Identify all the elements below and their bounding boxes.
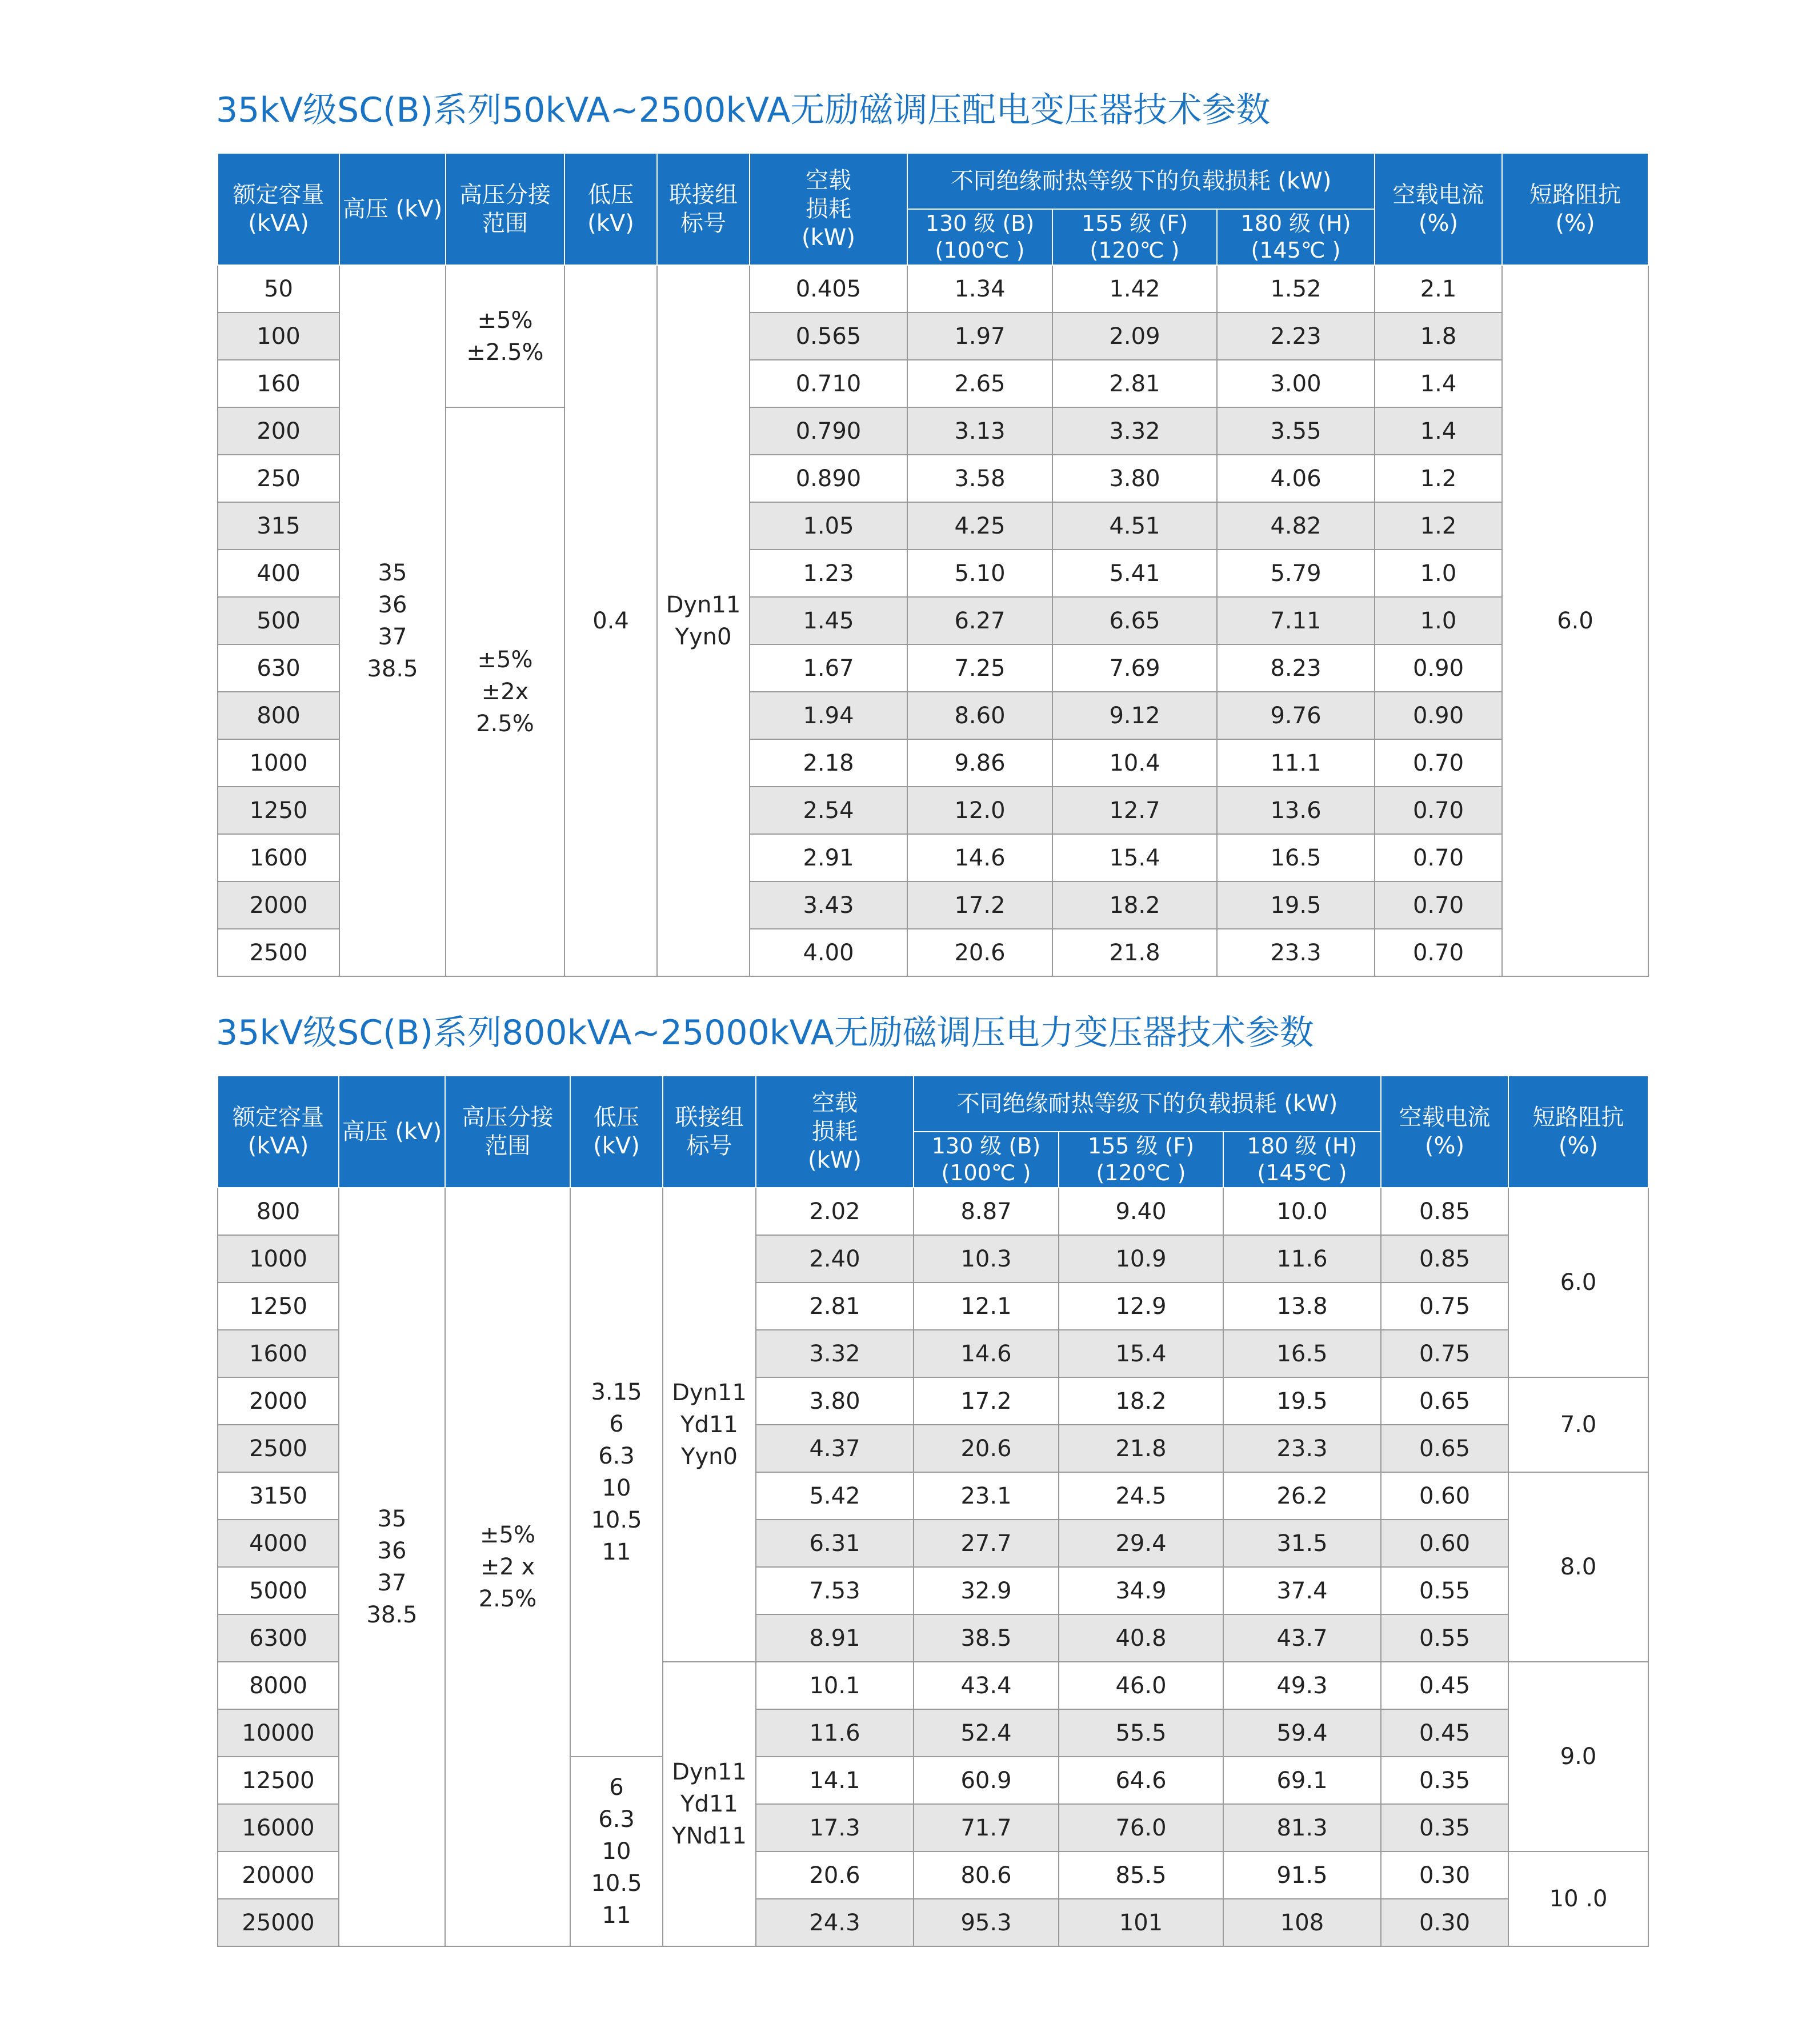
- tap-range-cell: ±5% ±2x 2.5%: [446, 407, 564, 976]
- no-load-loss-cell: 3.80: [756, 1377, 914, 1425]
- no-load-loss-cell: 4.00: [750, 929, 907, 976]
- header-class-h: 180 级 (H) (145℃ ): [1223, 1132, 1381, 1188]
- load-loss-b-cell: 52.4: [914, 1709, 1059, 1757]
- no-load-loss-cell: 24.3: [756, 1899, 914, 1946]
- load-loss-b-cell: 10.3: [914, 1235, 1059, 1282]
- load-loss-f-cell: 9.12: [1052, 692, 1217, 739]
- low-voltage-cell: 3.15 6 6.3 10 10.5 11: [570, 1188, 663, 1757]
- load-loss-f-cell: 40.8: [1059, 1614, 1223, 1662]
- load-loss-b-cell: 32.9: [914, 1567, 1059, 1614]
- transformer-spec-table-2: [217, 1075, 1649, 1947]
- no-load-loss-cell: 2.54: [750, 787, 907, 834]
- impedance-cell: 10 .0: [1508, 1851, 1648, 1946]
- load-loss-f-cell: 46.0: [1059, 1662, 1223, 1709]
- load-loss-b-cell: 43.4: [914, 1662, 1059, 1709]
- load-loss-b-cell: 71.7: [914, 1804, 1059, 1851]
- no-load-current-cell: 0.35: [1381, 1804, 1508, 1851]
- header-tap-range: 高压分接 范围: [446, 153, 564, 265]
- load-loss-h-cell: 13.6: [1217, 787, 1375, 834]
- low-voltage-cell: 0.4: [564, 265, 657, 976]
- load-loss-b-cell: 17.2: [907, 881, 1052, 929]
- capacity-cell: 2500: [218, 929, 339, 976]
- no-load-loss-cell: 1.94: [750, 692, 907, 739]
- load-loss-b-cell: 14.6: [907, 834, 1052, 881]
- load-loss-h-cell: 26.2: [1223, 1472, 1381, 1520]
- load-loss-b-cell: 14.6: [914, 1330, 1059, 1377]
- no-load-current-cell: 0.30: [1381, 1899, 1508, 1946]
- load-loss-h-cell: 11.6: [1223, 1235, 1381, 1282]
- load-loss-h-cell: 23.3: [1217, 929, 1375, 976]
- load-loss-h-cell: 4.82: [1217, 502, 1375, 550]
- header-row: [218, 1076, 1648, 1132]
- transformer-spec-table-1: [217, 153, 1649, 977]
- load-loss-b-cell: 27.7: [914, 1520, 1059, 1567]
- capacity-cell: 4000: [218, 1520, 339, 1567]
- capacity-cell: 200: [218, 407, 339, 455]
- load-loss-h-cell: 91.5: [1223, 1851, 1381, 1899]
- load-loss-f-cell: 10.9: [1059, 1235, 1223, 1282]
- no-load-current-cell: 0.60: [1381, 1520, 1508, 1567]
- no-load-current-cell: 0.75: [1381, 1330, 1508, 1377]
- no-load-current-cell: 0.70: [1375, 929, 1502, 976]
- no-load-current-cell: 1.8: [1375, 312, 1502, 360]
- no-load-current-cell: 0.85: [1381, 1235, 1508, 1282]
- load-loss-h-cell: 49.3: [1223, 1662, 1381, 1709]
- no-load-current-cell: 0.70: [1375, 787, 1502, 834]
- no-load-current-cell: 0.55: [1381, 1614, 1508, 1662]
- header-vector-group: 联接组 标号: [663, 1076, 756, 1188]
- table2-title: 35kV级SC(B)系列800kVA~25000kVA无励磁调压电力变压器技术参数: [216, 1013, 1314, 1053]
- low-voltage-cell: 6 6.3 10 10.5 11: [570, 1757, 663, 1946]
- header-low-voltage: 低压 (kV): [564, 153, 657, 265]
- header-high-voltage: 高压 (kV): [339, 153, 446, 265]
- capacity-cell: 2000: [218, 1377, 339, 1425]
- capacity-cell: 2500: [218, 1425, 339, 1472]
- no-load-current-cell: 1.4: [1375, 407, 1502, 455]
- load-loss-f-cell: 15.4: [1052, 834, 1217, 881]
- load-loss-b-cell: 23.1: [914, 1472, 1059, 1520]
- no-load-loss-cell: 6.31: [756, 1520, 914, 1567]
- load-loss-h-cell: 19.5: [1223, 1377, 1381, 1425]
- no-load-loss-cell: 2.18: [750, 739, 907, 787]
- load-loss-f-cell: 3.80: [1052, 455, 1217, 502]
- load-loss-b-cell: 6.27: [907, 597, 1052, 644]
- no-load-current-cell: 1.2: [1375, 502, 1502, 550]
- no-load-loss-cell: 0.565: [750, 312, 907, 360]
- load-loss-f-cell: 18.2: [1059, 1377, 1223, 1425]
- no-load-current-cell: 0.70: [1375, 881, 1502, 929]
- header-impedance: 短路阻抗 (%): [1508, 1076, 1648, 1188]
- capacity-cell: 1000: [218, 1235, 339, 1282]
- header-low-voltage: 低压 (kV): [570, 1076, 663, 1188]
- header-tap-range: 高压分接 范围: [445, 1076, 570, 1188]
- capacity-cell: 1250: [218, 1282, 339, 1330]
- capacity-cell: 10000: [218, 1709, 339, 1757]
- load-loss-b-cell: 3.58: [907, 455, 1052, 502]
- no-load-loss-cell: 20.6: [756, 1851, 914, 1899]
- no-load-loss-cell: 1.67: [750, 644, 907, 692]
- no-load-current-cell: 0.65: [1381, 1425, 1508, 1472]
- impedance-cell: 9.0: [1508, 1662, 1648, 1851]
- impedance-cell: 8.0: [1508, 1472, 1648, 1662]
- load-loss-h-cell: 5.79: [1217, 550, 1375, 597]
- tap-range-cell: ±5% ±2 x 2.5%: [445, 1188, 570, 1946]
- load-loss-h-cell: 37.4: [1223, 1567, 1381, 1614]
- header-no-load-current: 空载电流 (%): [1381, 1076, 1508, 1188]
- impedance-cell: 6.0: [1502, 265, 1648, 976]
- table-row: [218, 265, 1648, 312]
- load-loss-f-cell: 85.5: [1059, 1851, 1223, 1899]
- load-loss-b-cell: 1.34: [907, 265, 1052, 312]
- no-load-current-cell: 1.0: [1375, 597, 1502, 644]
- load-loss-h-cell: 59.4: [1223, 1709, 1381, 1757]
- load-loss-f-cell: 64.6: [1059, 1757, 1223, 1804]
- capacity-cell: 1600: [218, 834, 339, 881]
- no-load-loss-cell: 4.37: [756, 1425, 914, 1472]
- high-voltage-cell: 35 36 37 38.5: [339, 1188, 445, 1946]
- load-loss-h-cell: 2.23: [1217, 312, 1375, 360]
- load-loss-h-cell: 4.06: [1217, 455, 1375, 502]
- load-loss-f-cell: 101: [1059, 1899, 1223, 1946]
- header-capacity: 额定容量 (kVA): [218, 1076, 339, 1188]
- capacity-cell: 160: [218, 360, 339, 407]
- load-loss-f-cell: 7.69: [1052, 644, 1217, 692]
- no-load-loss-cell: 17.3: [756, 1804, 914, 1851]
- no-load-current-cell: 0.45: [1381, 1709, 1508, 1757]
- no-load-loss-cell: 10.1: [756, 1662, 914, 1709]
- capacity-cell: 800: [218, 692, 339, 739]
- capacity-cell: 3150: [218, 1472, 339, 1520]
- load-loss-f-cell: 12.7: [1052, 787, 1217, 834]
- capacity-cell: 1000: [218, 739, 339, 787]
- table1-title: 35kV级SC(B)系列50kVA~2500kVA无励磁调压配电变压器技术参数: [216, 90, 1271, 130]
- capacity-cell: 50: [218, 265, 339, 312]
- load-loss-b-cell: 4.25: [907, 502, 1052, 550]
- capacity-cell: 2000: [218, 881, 339, 929]
- load-loss-b-cell: 3.13: [907, 407, 1052, 455]
- no-load-current-cell: 1.2: [1375, 455, 1502, 502]
- load-loss-b-cell: 7.25: [907, 644, 1052, 692]
- no-load-current-cell: 0.65: [1381, 1377, 1508, 1425]
- capacity-cell: 800: [218, 1188, 339, 1235]
- high-voltage-cell: 35 36 37 38.5: [339, 265, 446, 976]
- load-loss-h-cell: 9.76: [1217, 692, 1375, 739]
- capacity-cell: 100: [218, 312, 339, 360]
- impedance-cell: 7.0: [1508, 1377, 1648, 1472]
- no-load-current-cell: 0.85: [1381, 1188, 1508, 1235]
- capacity-cell: 12500: [218, 1757, 339, 1804]
- load-loss-f-cell: 12.9: [1059, 1282, 1223, 1330]
- load-loss-b-cell: 38.5: [914, 1614, 1059, 1662]
- load-loss-f-cell: 2.09: [1052, 312, 1217, 360]
- header-no-load-current: 空载电流 (%): [1375, 153, 1502, 265]
- capacity-cell: 20000: [218, 1851, 339, 1899]
- no-load-current-cell: 0.60: [1381, 1472, 1508, 1520]
- no-load-current-cell: 0.45: [1381, 1662, 1508, 1709]
- no-load-loss-cell: 3.43: [750, 881, 907, 929]
- load-loss-f-cell: 2.81: [1052, 360, 1217, 407]
- capacity-cell: 500: [218, 597, 339, 644]
- load-loss-f-cell: 9.40: [1059, 1188, 1223, 1235]
- header-high-voltage: 高压 (kV): [339, 1076, 445, 1188]
- vector-group-cell: Dyn11 Yyn0: [657, 265, 750, 976]
- load-loss-b-cell: 8.60: [907, 692, 1052, 739]
- load-loss-b-cell: 1.97: [907, 312, 1052, 360]
- capacity-cell: 6300: [218, 1614, 339, 1662]
- load-loss-b-cell: 80.6: [914, 1851, 1059, 1899]
- no-load-current-cell: 1.4: [1375, 360, 1502, 407]
- no-load-loss-cell: 2.02: [756, 1188, 914, 1235]
- load-loss-h-cell: 8.23: [1217, 644, 1375, 692]
- no-load-loss-cell: 3.32: [756, 1330, 914, 1377]
- no-load-current-cell: 0.70: [1375, 834, 1502, 881]
- no-load-current-cell: 0.55: [1381, 1567, 1508, 1614]
- header-class-h: 180 级 (H) (145℃ ): [1217, 209, 1375, 265]
- no-load-loss-cell: 0.710: [750, 360, 907, 407]
- load-loss-f-cell: 21.8: [1059, 1425, 1223, 1472]
- load-loss-b-cell: 20.6: [914, 1425, 1059, 1472]
- capacity-cell: 1600: [218, 1330, 339, 1377]
- capacity-cell: 315: [218, 502, 339, 550]
- load-loss-h-cell: 81.3: [1223, 1804, 1381, 1851]
- no-load-current-cell: 2.1: [1375, 265, 1502, 312]
- load-loss-h-cell: 13.8: [1223, 1282, 1381, 1330]
- load-loss-b-cell: 20.6: [907, 929, 1052, 976]
- no-load-current-cell: 0.70: [1375, 739, 1502, 787]
- load-loss-b-cell: 12.0: [907, 787, 1052, 834]
- load-loss-b-cell: 8.87: [914, 1188, 1059, 1235]
- load-loss-b-cell: 9.86: [907, 739, 1052, 787]
- load-loss-h-cell: 31.5: [1223, 1520, 1381, 1567]
- header-no-load-loss: 空载 损耗 (kW): [750, 153, 907, 265]
- no-load-loss-cell: 0.790: [750, 407, 907, 455]
- header-class-f: 155 级 (F) (120℃ ): [1052, 209, 1217, 265]
- impedance-cell: 6.0: [1508, 1188, 1648, 1377]
- vector-group-cell: Dyn11 Yd11 Yyn0: [663, 1188, 756, 1662]
- load-loss-f-cell: 15.4: [1059, 1330, 1223, 1377]
- header-class-b: 130 级 (B) (100℃ ): [914, 1132, 1059, 1188]
- capacity-cell: 5000: [218, 1567, 339, 1614]
- no-load-loss-cell: 5.42: [756, 1472, 914, 1520]
- capacity-cell: 8000: [218, 1662, 339, 1709]
- no-load-loss-cell: 11.6: [756, 1709, 914, 1757]
- no-load-loss-cell: 0.890: [750, 455, 907, 502]
- load-loss-f-cell: 55.5: [1059, 1709, 1223, 1757]
- no-load-loss-cell: 14.1: [756, 1757, 914, 1804]
- no-load-current-cell: 1.0: [1375, 550, 1502, 597]
- load-loss-b-cell: 5.10: [907, 550, 1052, 597]
- load-loss-h-cell: 43.7: [1223, 1614, 1381, 1662]
- no-load-loss-cell: 2.81: [756, 1282, 914, 1330]
- no-load-loss-cell: 1.05: [750, 502, 907, 550]
- header-vector-group: 联接组 标号: [657, 153, 750, 265]
- load-loss-h-cell: 19.5: [1217, 881, 1375, 929]
- load-loss-h-cell: 69.1: [1223, 1757, 1381, 1804]
- load-loss-f-cell: 3.32: [1052, 407, 1217, 455]
- capacity-cell: 1250: [218, 787, 339, 834]
- load-loss-f-cell: 29.4: [1059, 1520, 1223, 1567]
- no-load-loss-cell: 7.53: [756, 1567, 914, 1614]
- no-load-current-cell: 0.75: [1381, 1282, 1508, 1330]
- no-load-current-cell: 0.90: [1375, 644, 1502, 692]
- load-loss-h-cell: 16.5: [1217, 834, 1375, 881]
- load-loss-h-cell: 1.52: [1217, 265, 1375, 312]
- load-loss-f-cell: 76.0: [1059, 1804, 1223, 1851]
- no-load-loss-cell: 2.91: [750, 834, 907, 881]
- no-load-loss-cell: 1.45: [750, 597, 907, 644]
- no-load-current-cell: 0.90: [1375, 692, 1502, 739]
- load-loss-h-cell: 3.00: [1217, 360, 1375, 407]
- header-capacity: 额定容量 (kVA): [218, 153, 339, 265]
- no-load-loss-cell: 8.91: [756, 1614, 914, 1662]
- capacity-cell: 630: [218, 644, 339, 692]
- capacity-cell: 16000: [218, 1804, 339, 1851]
- load-loss-h-cell: 108: [1223, 1899, 1381, 1946]
- header-no-load-loss: 空载 损耗 (kW): [756, 1076, 914, 1188]
- capacity-cell: 25000: [218, 1899, 339, 1946]
- vector-group-cell: Dyn11 Yd11 YNd11: [663, 1662, 756, 1946]
- load-loss-h-cell: 23.3: [1223, 1425, 1381, 1472]
- load-loss-f-cell: 10.4: [1052, 739, 1217, 787]
- no-load-loss-cell: 2.40: [756, 1235, 914, 1282]
- tap-range-cell: ±5% ±2.5%: [446, 265, 564, 407]
- load-loss-b-cell: 12.1: [914, 1282, 1059, 1330]
- capacity-cell: 400: [218, 550, 339, 597]
- load-loss-b-cell: 95.3: [914, 1899, 1059, 1946]
- header-row: [218, 153, 1648, 209]
- load-loss-b-cell: 2.65: [907, 360, 1052, 407]
- load-loss-h-cell: 11.1: [1217, 739, 1375, 787]
- header-class-f: 155 级 (F) (120℃ ): [1059, 1132, 1223, 1188]
- load-loss-h-cell: 16.5: [1223, 1330, 1381, 1377]
- load-loss-f-cell: 5.41: [1052, 550, 1217, 597]
- load-loss-b-cell: 60.9: [914, 1757, 1059, 1804]
- load-loss-f-cell: 24.5: [1059, 1472, 1223, 1520]
- load-loss-f-cell: 18.2: [1052, 881, 1217, 929]
- no-load-current-cell: 0.30: [1381, 1851, 1508, 1899]
- no-load-current-cell: 0.35: [1381, 1757, 1508, 1804]
- header-class-b: 130 级 (B) (100℃ ): [907, 209, 1052, 265]
- table-row: [218, 1188, 1648, 1235]
- load-loss-f-cell: 6.65: [1052, 597, 1217, 644]
- load-loss-h-cell: 10.0: [1223, 1188, 1381, 1235]
- header-load-loss-group: 不同绝缘耐热等级下的负载损耗 (kW): [907, 153, 1375, 209]
- load-loss-f-cell: 21.8: [1052, 929, 1217, 976]
- header-load-loss-group: 不同绝缘耐热等级下的负载损耗 (kW): [914, 1076, 1381, 1132]
- header-impedance: 短路阻抗 (%): [1502, 153, 1648, 265]
- load-loss-f-cell: 4.51: [1052, 502, 1217, 550]
- load-loss-h-cell: 7.11: [1217, 597, 1375, 644]
- capacity-cell: 250: [218, 455, 339, 502]
- no-load-loss-cell: 1.23: [750, 550, 907, 597]
- load-loss-f-cell: 34.9: [1059, 1567, 1223, 1614]
- no-load-loss-cell: 0.405: [750, 265, 907, 312]
- load-loss-b-cell: 17.2: [914, 1377, 1059, 1425]
- load-loss-f-cell: 1.42: [1052, 265, 1217, 312]
- load-loss-h-cell: 3.55: [1217, 407, 1375, 455]
